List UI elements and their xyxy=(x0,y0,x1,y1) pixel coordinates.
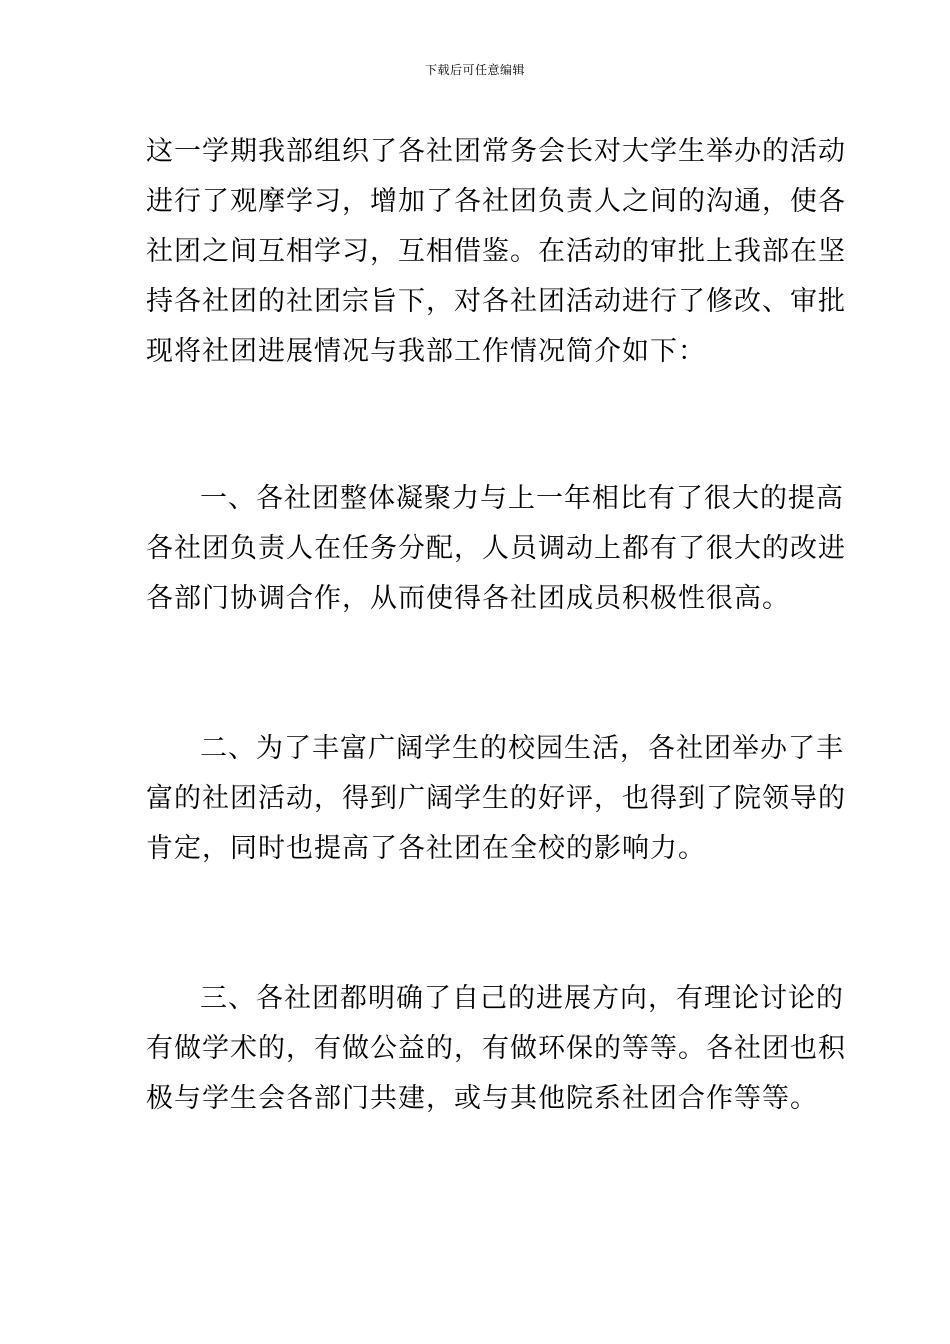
text-line: 极与学生会各部门共建，或与其他院系社团合作等等。 xyxy=(146,1083,818,1114)
paragraph-item-3 xyxy=(146,974,846,1124)
paragraph-item-1 xyxy=(146,474,846,624)
text-line: 二、为了丰富广阔学生的校园生活，各社团举办了丰 xyxy=(200,733,844,764)
text-line: 这一学期我部组织了各社团常务会长对大学生举办的活动 xyxy=(146,136,846,167)
text-line: 有做学术的，有做公益的，有做环保的等等。各社团也积 xyxy=(146,1033,846,1064)
text-line: 富的社团活动，得到广阔学生的好评，也得到了院领导的 xyxy=(146,783,846,814)
text-line: 肯定，同时也提高了各社团在全校的影响力。 xyxy=(146,833,706,864)
text-line: 进行了观摩学习，增加了各社团负责人之间的沟通，使各 xyxy=(146,186,846,217)
text-line: 三、各社团都明确了自己的进展方向，有理论讨论的 xyxy=(200,983,844,1014)
paragraph-item-2 xyxy=(146,724,846,874)
text-line: 各社团负责人在任务分配，人员调动上都有了很大的改进 xyxy=(146,533,846,564)
text-line: 社团之间互相学习，互相借鉴。在活动的审批上我部在坚 xyxy=(146,236,846,267)
text-line: 一、各社团整体凝聚力与上一年相比有了很大的提高 xyxy=(200,483,844,514)
text-line: 现将社团进展情况与我部工作情况简介如下： xyxy=(146,336,706,367)
text-line: 持各社团的社团宗旨下，对各社团活动进行了修改、审批 xyxy=(146,286,846,317)
page-header: 下载后可任意编辑 xyxy=(424,63,525,77)
text-line: 各部门协调合作，从而使得各社团成员积极性很高。 xyxy=(146,583,790,614)
paragraph-intro xyxy=(146,127,846,377)
